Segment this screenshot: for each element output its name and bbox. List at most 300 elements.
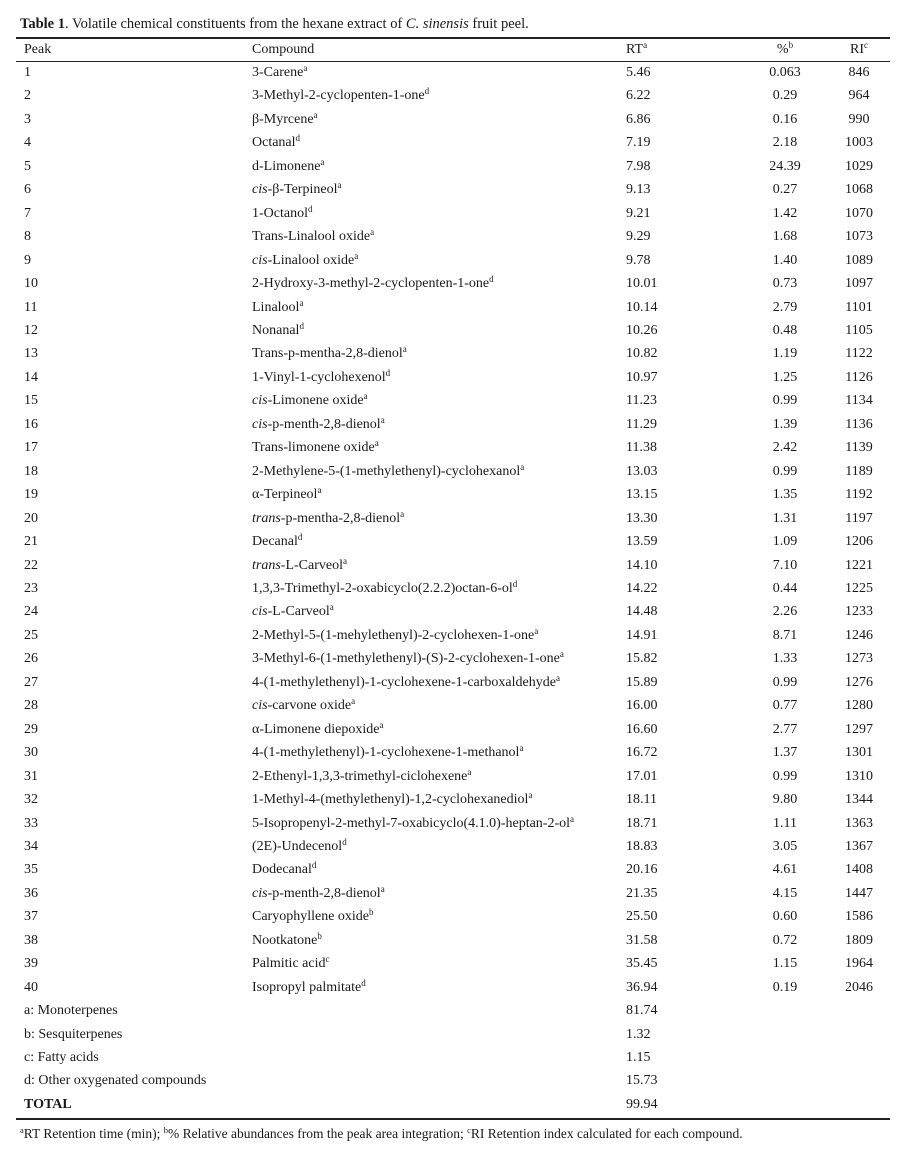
compound-name: -Limonene oxide xyxy=(267,393,364,409)
compound-class-sup: d xyxy=(295,133,301,144)
compound-name: -Linalool oxide xyxy=(267,252,355,268)
compound-name: β-Myrcene xyxy=(252,111,314,127)
ri-cell: 1139 xyxy=(845,440,873,456)
compound-cell xyxy=(244,366,618,389)
rt-cell: 11.29 xyxy=(626,416,657,432)
rt-cell: 15.82 xyxy=(626,651,658,667)
ri-cell: 1225 xyxy=(845,580,873,596)
ri-cell: 1301 xyxy=(845,745,873,761)
compound-name: 3-Methyl-6-(1-methylethenyl)-(S)-2-cyclohexen-1-one xyxy=(252,651,560,667)
compound-name: Trans-limonene oxide xyxy=(252,440,375,456)
summary-row xyxy=(16,1023,890,1046)
compound-cell xyxy=(244,952,618,975)
compound-class-sup: a xyxy=(370,227,375,238)
table-row xyxy=(16,835,890,858)
rt-cell: 13.59 xyxy=(626,534,658,550)
compound-class-sup: a xyxy=(520,461,525,472)
pct-cell: 2.26 xyxy=(772,604,798,620)
summary-empty-pct xyxy=(742,1069,828,1092)
compound-class-sup: a xyxy=(354,250,359,261)
rt-cell: 9.29 xyxy=(626,229,651,245)
rt-cell: 9.13 xyxy=(626,182,651,198)
pct-cell: 1.37 xyxy=(772,745,798,761)
compound-cell xyxy=(244,202,618,225)
total-value: 99.94 xyxy=(626,1096,658,1112)
table-row xyxy=(16,929,890,952)
compound-cell xyxy=(244,835,618,858)
peak-cell: 6 xyxy=(24,182,31,198)
ri-cell: 1197 xyxy=(845,510,873,526)
ri-cell: 1089 xyxy=(845,252,873,268)
compound-cell xyxy=(244,272,618,295)
pct-cell: 1.42 xyxy=(772,205,798,221)
compound-name: 2-Hydroxy-3-methyl-2-cyclopenten-1-one xyxy=(252,276,490,292)
compound-prefix: trans xyxy=(252,510,281,526)
table-header-row xyxy=(16,38,890,61)
compound-cell xyxy=(244,554,618,577)
summary-row xyxy=(16,1046,890,1069)
pct-cell: 0.29 xyxy=(772,88,798,104)
compound-class-sup: d xyxy=(307,203,313,214)
table-row xyxy=(16,272,890,295)
table-body xyxy=(16,61,890,999)
pct-cell: 0.60 xyxy=(772,909,798,925)
rt-cell: 14.91 xyxy=(626,627,658,643)
compound-prefix: cis xyxy=(252,393,268,409)
peak-cell: 8 xyxy=(24,229,31,245)
peak-cell: 38 xyxy=(24,932,38,948)
table-row xyxy=(16,249,890,272)
ri-cell: 1189 xyxy=(845,463,873,479)
table-row xyxy=(16,131,890,154)
table-row xyxy=(16,812,890,835)
compound-class-sup: a xyxy=(528,790,533,801)
rt-cell: 18.83 xyxy=(626,838,658,854)
compound-cell xyxy=(244,84,618,107)
compound-name: 5-Isopropenyl-2-methyl-7-oxabicyclo(4.1.0)-heptan-2-ol xyxy=(252,815,571,831)
table-row xyxy=(16,108,890,131)
compound-name: Octanal xyxy=(252,135,296,151)
pct-cell: 2.42 xyxy=(772,440,798,456)
peak-cell: 34 xyxy=(24,838,38,854)
peak-cell: 9 xyxy=(24,252,31,268)
ri-cell: 990 xyxy=(848,111,870,127)
compound-name: -p-menth-2,8-dienol xyxy=(267,885,381,901)
compound-class-sup: a xyxy=(374,438,379,449)
compound-cell xyxy=(244,178,618,201)
pct-cell: 4.15 xyxy=(772,885,798,901)
peak-cell: 2 xyxy=(24,88,31,104)
compound-prefix: cis xyxy=(252,885,268,901)
rt-cell: 20.16 xyxy=(626,862,658,878)
table-row xyxy=(16,61,890,84)
ri-cell: 2046 xyxy=(845,979,873,995)
compound-cell xyxy=(244,483,618,506)
rt-cell: 5.46 xyxy=(626,65,651,80)
header-rt-sup: a xyxy=(643,40,648,50)
caption-text-before: . Volatile chemical constituents from the hexane extract of xyxy=(65,16,406,32)
rt-cell: 10.97 xyxy=(626,369,658,385)
table-row xyxy=(16,554,890,577)
table-caption xyxy=(20,16,529,33)
rt-cell: 10.14 xyxy=(626,299,658,315)
summary-value: 1.32 xyxy=(626,1026,651,1042)
header-pct xyxy=(742,38,828,61)
compound-cell xyxy=(244,225,618,248)
table-row xyxy=(16,741,890,764)
compound-prefix: cis xyxy=(252,182,268,198)
ri-cell: 1221 xyxy=(845,557,873,573)
table-row xyxy=(16,882,890,905)
compound-class-sup: a xyxy=(570,813,575,824)
header-ri-text: RI xyxy=(850,42,864,57)
table-row xyxy=(16,694,890,717)
compound-cell xyxy=(244,155,618,178)
ri-cell: 1809 xyxy=(845,932,873,948)
compound-prefix: cis xyxy=(252,252,268,268)
peak-cell: 3 xyxy=(24,111,31,127)
ri-cell: 1122 xyxy=(845,346,873,362)
caption-text-after: fruit peel. xyxy=(468,16,529,32)
rt-cell: 7.19 xyxy=(626,135,651,151)
rt-cell: 10.82 xyxy=(626,346,658,362)
pct-cell: 1.33 xyxy=(772,651,798,667)
table-row xyxy=(16,788,890,811)
rt-cell: 10.01 xyxy=(626,276,658,292)
footnote-sup-a: a xyxy=(20,1125,24,1135)
summary-empty-ri xyxy=(828,1069,890,1092)
compound-class-sup: a xyxy=(313,109,318,120)
summary-empty-ri xyxy=(828,999,890,1022)
table-row xyxy=(16,84,890,107)
compound-class-sup: c xyxy=(325,954,330,965)
ri-cell: 1206 xyxy=(845,534,873,550)
compound-cell xyxy=(244,342,618,365)
summary-body xyxy=(16,999,890,1116)
compound-name: -β-Terpineol xyxy=(267,182,338,198)
compound-name: Palmitic acid xyxy=(252,956,326,972)
table-row xyxy=(16,155,890,178)
rt-cell: 17.01 xyxy=(626,768,658,784)
compound-class-sup: a xyxy=(343,555,347,566)
summary-row xyxy=(16,1069,890,1092)
peak-cell: 15 xyxy=(24,393,38,409)
ri-cell: 1126 xyxy=(845,369,873,385)
header-compound: Compound xyxy=(252,42,315,57)
compound-class-sup: a xyxy=(402,344,407,355)
table-row xyxy=(16,413,890,436)
summary-label: b: Sesquiterpenes xyxy=(24,1026,123,1042)
compound-name: 3-Methyl-2-cyclopenten-1-one xyxy=(252,88,425,104)
compound-name: 4-(1-methylethenyl)-1-cyclohexene-1-methanol xyxy=(252,745,520,761)
compound-cell xyxy=(244,741,618,764)
table-row xyxy=(16,671,890,694)
table-row xyxy=(16,460,890,483)
compound-cell xyxy=(244,929,618,952)
summary-empty-pct xyxy=(742,1023,828,1046)
total-empty-ri xyxy=(828,1093,890,1116)
compound-name: (2E)-Undecenol xyxy=(252,838,343,854)
total-label: TOTAL xyxy=(24,1096,72,1112)
summary-row xyxy=(16,999,890,1022)
compound-cell xyxy=(244,61,618,84)
peak-cell: 32 xyxy=(24,792,38,808)
header-pct-text: % xyxy=(776,42,789,57)
compound-cell xyxy=(244,296,618,319)
compound-class-sup: a xyxy=(329,602,334,613)
table-row xyxy=(16,225,890,248)
compound-class-sup: a xyxy=(299,297,304,308)
compound-cell xyxy=(244,718,618,741)
peak-cell: 17 xyxy=(24,440,38,456)
table-row xyxy=(16,436,890,459)
compound-name: 2-Methylene-5-(1-methylethenyl)-cyclohexanol xyxy=(252,463,521,479)
pct-cell: 1.39 xyxy=(772,416,798,432)
compound-class-sup: a xyxy=(559,649,564,660)
peak-cell: 1 xyxy=(24,65,31,80)
ri-cell: 1964 xyxy=(845,956,873,972)
peak-cell: 36 xyxy=(24,885,38,901)
pct-cell: 0.99 xyxy=(772,463,798,479)
ri-cell: 1073 xyxy=(845,229,873,245)
pct-cell: 1.35 xyxy=(772,487,798,503)
ri-cell: 1246 xyxy=(845,627,873,643)
footnote-part-b: % Relative abundances from the peak area integration; xyxy=(167,1126,468,1141)
peak-cell: 20 xyxy=(24,510,38,526)
table-row xyxy=(16,178,890,201)
pct-cell: 8.71 xyxy=(772,627,798,643)
compound-class-sup: a xyxy=(555,672,560,683)
rt-cell: 6.86 xyxy=(626,111,651,127)
compound-prefix: trans xyxy=(252,557,281,573)
table-row xyxy=(16,624,890,647)
compound-cell xyxy=(244,108,618,131)
peak-cell: 40 xyxy=(24,979,38,995)
peak-cell: 30 xyxy=(24,745,38,761)
compound-class-sup: a xyxy=(380,414,385,425)
compound-class-sup: a xyxy=(351,696,356,707)
ri-cell: 1273 xyxy=(845,651,873,667)
rt-cell: 36.94 xyxy=(626,979,658,995)
ri-cell: 1068 xyxy=(845,182,873,198)
table-row xyxy=(16,483,890,506)
table-row xyxy=(16,202,890,225)
footnote-sup-c: c xyxy=(467,1125,471,1135)
compound-cell xyxy=(244,765,618,788)
peak-cell: 25 xyxy=(24,627,38,643)
compound-cell xyxy=(244,694,618,717)
ri-cell: 1105 xyxy=(845,322,873,338)
compound-name: Isopropyl palmitate xyxy=(252,979,362,995)
table-row xyxy=(16,600,890,623)
compound-class-sup: a xyxy=(317,485,322,496)
compound-cell xyxy=(244,882,618,905)
total-row xyxy=(16,1093,890,1116)
ri-cell: 964 xyxy=(848,88,870,104)
ri-cell: 1408 xyxy=(845,862,873,878)
compound-class-sup: a xyxy=(379,719,384,730)
compound-class-sup: a xyxy=(534,625,539,636)
pct-cell: 0.19 xyxy=(772,979,798,995)
compound-name: d-Limonene xyxy=(252,158,321,174)
rt-cell: 11.38 xyxy=(626,440,657,456)
ri-cell: 1280 xyxy=(845,698,873,714)
table-row xyxy=(16,507,890,530)
rt-cell: 18.11 xyxy=(626,792,657,808)
compound-class-sup: a xyxy=(363,391,368,402)
compound-class-sup: a xyxy=(337,180,342,191)
pct-cell: 2.77 xyxy=(772,721,798,737)
compound-prefix: cis xyxy=(252,416,268,432)
summary-value: 15.73 xyxy=(626,1073,658,1089)
summary-label: a: Monoterpenes xyxy=(24,1003,118,1019)
compound-class-sup: d xyxy=(512,578,518,589)
compound-name: 1-Methyl-4-(methylethenyl)-1,2-cyclohexanediol xyxy=(252,792,529,808)
compound-class-sup: d xyxy=(385,367,391,378)
table-row xyxy=(16,389,890,412)
peak-cell: 10 xyxy=(24,276,38,292)
peak-cell: 13 xyxy=(24,346,38,362)
compound-class-sup: d xyxy=(489,274,494,285)
compound-name: -p-menth-2,8-dienol xyxy=(267,416,381,432)
pct-cell: 0.44 xyxy=(772,580,798,596)
pct-cell: 1.40 xyxy=(772,252,798,268)
pct-cell: 0.063 xyxy=(769,65,801,80)
table-row xyxy=(16,905,890,928)
compound-class-sup: d xyxy=(424,86,430,97)
peak-cell: 35 xyxy=(24,862,38,878)
peak-cell: 18 xyxy=(24,463,38,479)
rt-cell: 13.30 xyxy=(626,510,658,526)
caption-species: C. sinensis xyxy=(405,16,469,32)
rt-cell: 18.71 xyxy=(626,815,658,831)
peak-cell: 11 xyxy=(24,299,38,315)
rt-cell: 35.45 xyxy=(626,956,658,972)
compound-cell xyxy=(244,788,618,811)
rt-cell: 10.26 xyxy=(626,322,658,338)
pct-cell: 2.79 xyxy=(772,299,798,315)
table-row xyxy=(16,366,890,389)
compound-cell xyxy=(244,624,618,647)
table-row xyxy=(16,976,890,999)
ri-cell: 1344 xyxy=(845,792,873,808)
summary-label: c: Fatty acids xyxy=(24,1050,99,1066)
compound-name: Caryophyllene oxide xyxy=(252,909,370,925)
compound-name: Decanal xyxy=(252,534,298,550)
header-peak: Peak xyxy=(24,42,52,57)
rt-cell: 6.22 xyxy=(626,88,651,104)
rt-cell: 25.50 xyxy=(626,909,658,925)
ri-cell: 1276 xyxy=(845,674,873,690)
summary-empty-ri xyxy=(828,1046,890,1069)
compound-cell xyxy=(244,905,618,928)
compound-cell xyxy=(244,389,618,412)
compound-cell xyxy=(244,319,618,342)
compound-name: Trans-Linalool oxide xyxy=(252,229,371,245)
ri-cell: 1233 xyxy=(845,604,873,620)
rt-cell: 16.72 xyxy=(626,745,658,761)
compound-cell xyxy=(244,858,618,881)
compound-class-sup: d xyxy=(297,532,303,543)
summary-value: 81.74 xyxy=(626,1003,658,1019)
pct-cell: 0.99 xyxy=(772,768,798,784)
summary-empty-pct xyxy=(742,999,828,1022)
peak-cell: 28 xyxy=(24,698,38,714)
rt-cell: 31.58 xyxy=(626,932,658,948)
caption-label: Table 1 xyxy=(20,16,65,32)
compound-name: -carvone oxide xyxy=(267,698,352,714)
ri-cell: 1097 xyxy=(845,276,873,292)
ri-cell: 1101 xyxy=(845,299,873,315)
peak-cell: 4 xyxy=(24,135,31,151)
compound-name: 2-Methyl-5-(1-mehylethenyl)-2-cyclohexen-1-one xyxy=(252,627,535,643)
pct-cell: 0.99 xyxy=(772,674,798,690)
compound-class-sup: a xyxy=(400,508,405,519)
peak-cell: 31 xyxy=(24,768,38,784)
total-empty-pct xyxy=(742,1093,828,1116)
table-row xyxy=(16,296,890,319)
header-ri xyxy=(828,38,890,61)
compound-name: 2-Ethenyl-1,3,3-trimethyl-ciclohexene xyxy=(252,768,468,784)
summary-value: 1.15 xyxy=(626,1050,651,1066)
peak-cell: 33 xyxy=(24,815,38,831)
compound-name: -L-Carveol xyxy=(267,604,330,620)
pct-cell: 9.80 xyxy=(772,792,798,808)
compound-class-sup: a xyxy=(303,63,308,73)
rt-cell: 15.89 xyxy=(626,674,658,690)
compound-name: Linalool xyxy=(252,299,300,315)
peak-cell: 14 xyxy=(24,369,38,385)
compound-name: Nootkatone xyxy=(252,932,318,948)
rt-cell: 21.35 xyxy=(626,885,658,901)
compound-cell xyxy=(244,507,618,530)
pct-cell: 1.25 xyxy=(772,369,798,385)
compound-cell xyxy=(244,530,618,553)
table-footnote xyxy=(20,1126,743,1142)
compound-name: 1-Octanol xyxy=(252,205,308,221)
peak-cell: 22 xyxy=(24,557,38,573)
compound-class-sup: d xyxy=(311,860,317,871)
peak-cell: 23 xyxy=(24,580,38,596)
ri-cell: 1310 xyxy=(845,768,873,784)
pct-cell: 0.77 xyxy=(772,698,798,714)
ri-cell: 1029 xyxy=(845,158,873,174)
ri-cell: 1134 xyxy=(845,393,873,409)
compound-class-sup: b xyxy=(317,930,322,941)
rt-cell: 7.98 xyxy=(626,158,651,174)
compound-name: -L-Carveol xyxy=(280,557,343,573)
rt-cell: 14.48 xyxy=(626,604,658,620)
compound-name: 3-Carene xyxy=(252,65,304,80)
footnote-sup-b: b xyxy=(163,1125,168,1135)
compound-cell xyxy=(244,812,618,835)
table-row xyxy=(16,765,890,788)
pct-cell: 0.48 xyxy=(772,322,798,338)
header-pct-sup: b xyxy=(788,40,794,50)
pct-cell: 0.16 xyxy=(772,111,798,127)
peak-cell: 24 xyxy=(24,604,38,620)
header-ri-sup: c xyxy=(864,40,868,50)
table-row xyxy=(16,858,890,881)
pct-cell: 1.31 xyxy=(772,510,798,526)
pct-cell: 7.10 xyxy=(772,557,798,573)
pct-cell: 0.72 xyxy=(772,932,798,948)
table-row xyxy=(16,342,890,365)
compound-class-sup: d xyxy=(342,836,347,847)
compound-class-sup: a xyxy=(320,156,325,167)
header-rt xyxy=(618,38,742,61)
table-row xyxy=(16,530,890,553)
